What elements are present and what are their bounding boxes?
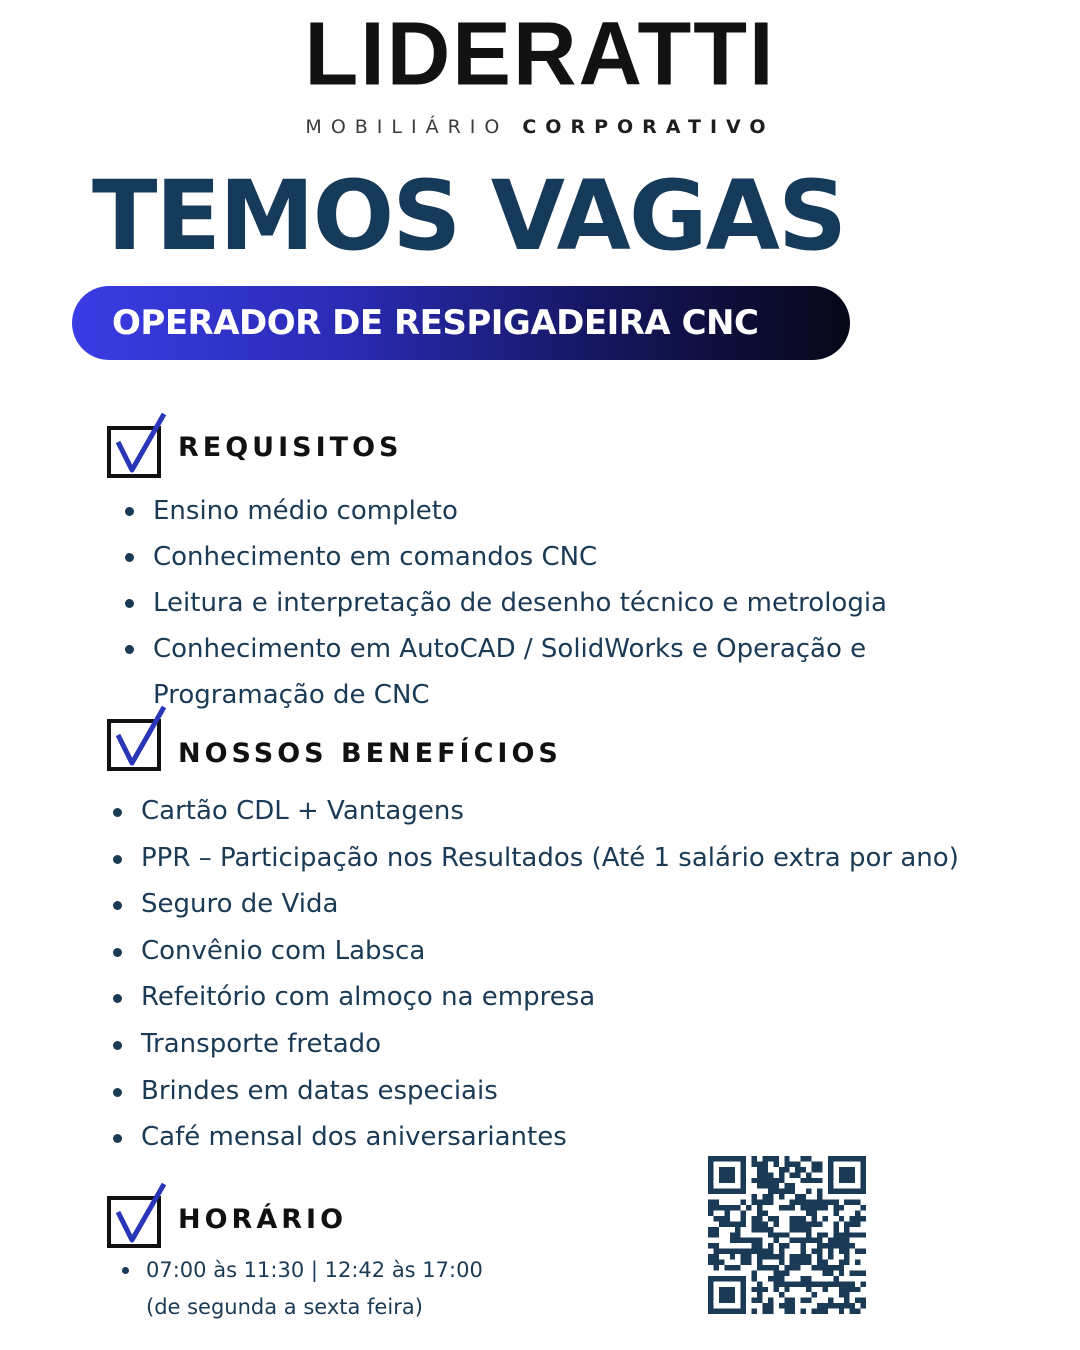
brand-logo [0, 3, 1080, 138]
list-item: Cartão CDL + Vantagens [141, 788, 959, 835]
benefits-header [106, 705, 562, 773]
brand-name: LIDERATTI [304, 3, 776, 104]
brand-tagline [0, 118, 1080, 137]
brand-tagline-bold: CORPORATIVO [522, 116, 775, 138]
list-item: Seguro de Vida [141, 881, 959, 928]
position-title: OPERADOR DE RESPIGADEIRA CNC [112, 303, 759, 343]
headline: TEMOS VAGAS [92, 160, 846, 272]
list-item: Conhecimento em comandos CNC [153, 534, 933, 580]
list-item: Conhecimento em AutoCAD / SolidWorks e Operação e Programação de CNC [153, 626, 933, 718]
schedule-title: HORÁRIO [178, 1203, 348, 1235]
checkbox-icon [106, 705, 168, 773]
list-item: PPR – Participação nos Resultados (Até 1 salário extra por ano) [141, 835, 959, 882]
requirements-list [153, 488, 933, 718]
position-banner [72, 286, 850, 360]
schedule-hours: 07:00 às 11:30 | 12:42 às 17:00 [146, 1252, 483, 1289]
list-item: Ensino médio completo [153, 488, 933, 534]
checkbox-icon [106, 412, 168, 480]
schedule-days: (de segunda a sexta feira) [146, 1295, 423, 1319]
list-item: Leitura e interpretação de desenho técnico e metrologia [153, 580, 933, 626]
benefits-list [141, 788, 959, 1161]
schedule-header [106, 1182, 347, 1250]
qr-code[interactable] [708, 1156, 866, 1314]
requirements-title: REQUISITOS [178, 431, 403, 463]
benefits-title: NOSSOS BENEFÍCIOS [178, 737, 562, 769]
list-item: Transporte fretado [141, 1021, 959, 1068]
brand-tagline-light: MOBILIÁRIO [305, 116, 509, 138]
schedule-list [146, 1252, 483, 1326]
list-item: Refeitório com almoço na empresa [141, 974, 959, 1021]
requirements-header [106, 412, 402, 480]
checkbox-icon [106, 1182, 168, 1250]
list-item: Convênio com Labsca [141, 928, 959, 975]
list-item: Brindes em datas especiais [141, 1068, 959, 1115]
list-item: Café mensal dos aniversariantes [141, 1114, 959, 1161]
